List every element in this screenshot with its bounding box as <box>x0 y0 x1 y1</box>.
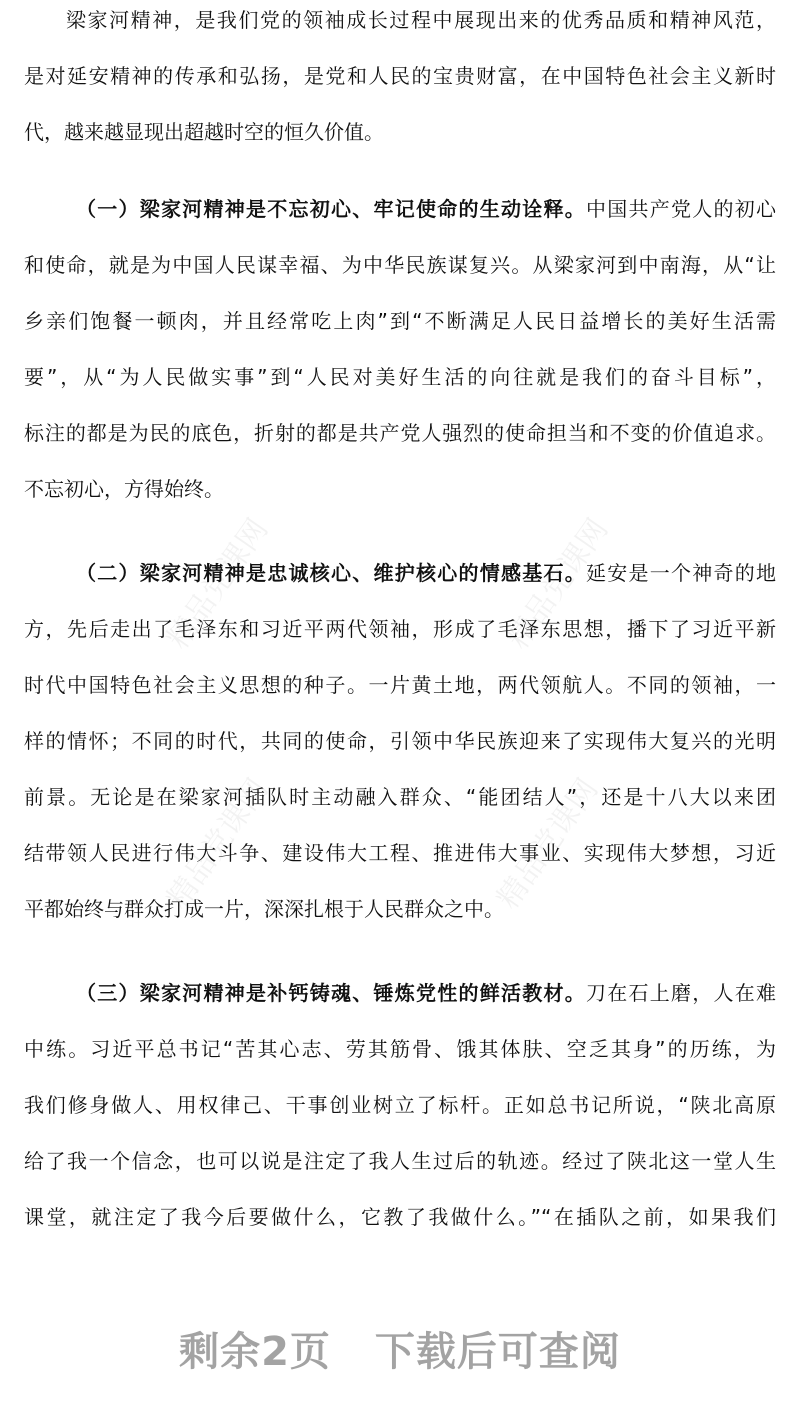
text-line: 平都始终与群众打成一片，深深扎根于人民群众之中。 <box>24 897 504 921</box>
text-line: 中国共产党人的初心 <box>586 197 776 221</box>
section-heading: （二）梁家河精神是忠诚核心、维护核心的情感基石。 <box>76 561 586 585</box>
text-line: 刀在石上磨，人在难 <box>586 981 776 1005</box>
section-three-paragraph <box>24 965 776 1245</box>
text-line: 中练。习近平总书记“苦其心志、劳其筋骨、饿其体肤、空乏其身”的历练，为 <box>24 1037 776 1061</box>
text-line: 是对延安精神的传承和弘扬，是党和人民的宝贵财富，在中国特色社会主义新时 <box>24 64 776 88</box>
section-heading: （一）梁家河精神是不忘初心、牢记使命的生动诠释。 <box>76 197 586 221</box>
watermark: 精品党课网 <box>490 772 606 916</box>
text-line: 要”，从“为人民做实事”到“人民对美好生活的向往就是我们的奋斗目标”， <box>24 365 776 389</box>
text-line: 我们修身做人、用权律己、干事创业树立了标杆。正如总书记所说，“陕北高原 <box>24 1093 776 1117</box>
section-two-paragraph <box>24 545 776 937</box>
watermark: 精品党课网 <box>500 512 616 656</box>
download-to-view-label[interactable]: 下载后可查阅 <box>374 1329 621 1375</box>
text-line: 和使命，就是为中国人民谋幸福、为中华民族谋复兴。从梁家河到中南海，从“让 <box>24 253 776 277</box>
text-line: 梁家河精神，是我们党的领袖成长过程中展现出来的优秀品质和精神风范， <box>66 8 776 32</box>
watermark: 精品党课网 <box>160 772 276 916</box>
intro-paragraph <box>24 0 776 160</box>
text-line: 不忘初心，方得始终。 <box>24 477 224 501</box>
text-line: 样的情怀；不同的时代，共同的使命，引领中华民族迎来了实现伟大复兴的光明 <box>24 729 776 753</box>
text-line: 标注的都是为民的底色，折射的都是共产党人强烈的使命担当和不变的价值追求。 <box>24 421 776 445</box>
text-line: 延安是一个神奇的地 <box>586 561 776 585</box>
text-line: 方，先后走出了毛泽东和习近平两代领袖，形成了毛泽东思想，播下了习近平新 <box>24 617 776 641</box>
text-line: 课堂，就注定了我今后要做什么，它教了我做什么。”“在插队之前，如果我们 <box>24 1205 776 1229</box>
section-one-paragraph <box>24 181 776 517</box>
text-line: 代，越来越显现出超越时空的恒久价值。 <box>24 120 384 144</box>
text-line: 前景。无论是在梁家河插队时主动融入群众、“能团结人”，还是十八大以来团 <box>24 785 776 809</box>
remaining-pages-label: 剩余2页 <box>179 1329 331 1375</box>
text-line: 时代中国特色社会主义思想的种子。一片黄土地，两代领航人。不同的领袖，一 <box>24 673 776 697</box>
download-prompt[interactable] <box>0 1320 800 1377</box>
text-line: 给了我一个信念，也可以说是注定了我人生过后的轨迹。经过了陕北这一堂人生 <box>24 1149 776 1173</box>
text-line: 结带领人民进行伟大斗争、建设伟大工程、推进伟大事业、实现伟大梦想，习近 <box>24 841 776 865</box>
watermark: 精品党课网 <box>160 512 276 656</box>
text-line: 乡亲们饱餐一顿肉，并且经常吃上肉”到“不断满足人民日益增长的美好生活需 <box>24 309 776 333</box>
section-heading: （三）梁家河精神是补钙铸魂、锤炼党性的鲜活教材。 <box>76 981 586 1005</box>
